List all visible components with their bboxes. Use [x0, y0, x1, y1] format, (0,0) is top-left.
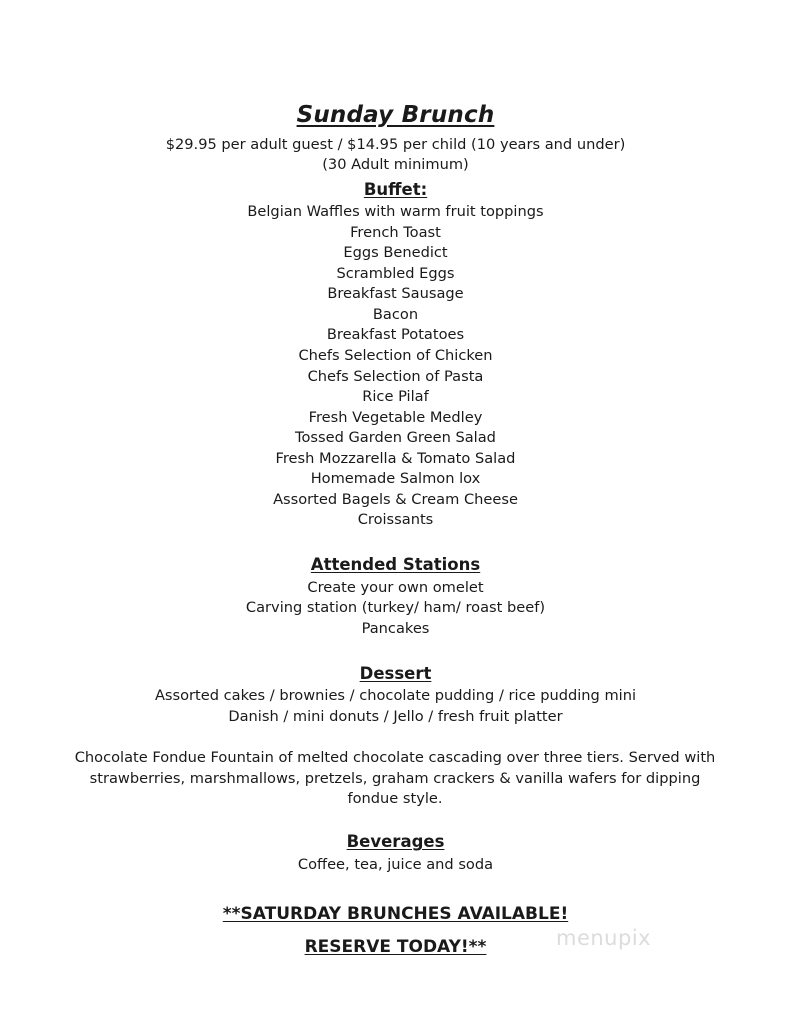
promo-reserve: RESERVE TODAY!**: [304, 937, 487, 957]
minimum-line: (30 Adult minimum): [322, 156, 469, 173]
list-item: Pancakes: [361, 620, 430, 637]
list-item: Danish / mini donuts / Jello / fresh fruit platter: [228, 708, 563, 725]
price-line: $29.95 per adult guest / $14.95 per child (10 years and under): [165, 136, 626, 153]
list-item: Carving station (turkey/ ham/ roast beef): [245, 599, 546, 616]
list-item: Coffee, tea, juice and soda: [297, 856, 494, 873]
list-item: Create your own omelet: [307, 579, 484, 596]
list-item: Homemade Salmon lox: [310, 470, 481, 487]
list-item: Chefs Selection of Pasta: [307, 368, 484, 385]
list-item: Breakfast Sausage: [327, 285, 464, 302]
list-item: Chefs Selection of Chicken: [298, 347, 493, 364]
list-item: Assorted cakes / brownies / chocolate pudding / rice pudding mini: [154, 687, 637, 704]
fondue-description: Chocolate Fondue Fountain of melted chocolate cascading over three tiers. Served with strawberries, marshmallows, pretzels, graham crackers & vanilla wafers for dipping fondue style.: [74, 749, 716, 807]
list-item: French Toast: [350, 224, 441, 241]
buffet-heading: Buffet:: [363, 180, 428, 199]
attended-stations-heading: Attended Stations: [310, 555, 481, 574]
list-item: Bacon: [372, 306, 419, 323]
list-item: Croissants: [357, 511, 434, 528]
page-title: Sunday Brunch: [296, 102, 495, 128]
list-item: Fresh Mozzarella & Tomato Salad: [275, 450, 516, 467]
beverages-heading: Beverages: [346, 832, 445, 851]
promo-saturday: **SATURDAY BRUNCHES AVAILABLE!: [222, 904, 569, 924]
list-item: Assorted Bagels & Cream Cheese: [273, 491, 518, 508]
list-item: Fresh Vegetable Medley: [308, 409, 483, 426]
list-item: Rice Pilaf: [362, 388, 429, 405]
list-item: Eggs Benedict: [343, 244, 448, 261]
list-item: Belgian Waffles with warm fruit toppings: [247, 203, 544, 220]
watermark-logo: menupix: [556, 926, 652, 950]
list-item: Tossed Garden Green Salad: [295, 429, 496, 446]
list-item: Breakfast Potatoes: [326, 326, 465, 343]
list-item: Scrambled Eggs: [336, 265, 455, 282]
dessert-heading: Dessert: [359, 664, 432, 683]
